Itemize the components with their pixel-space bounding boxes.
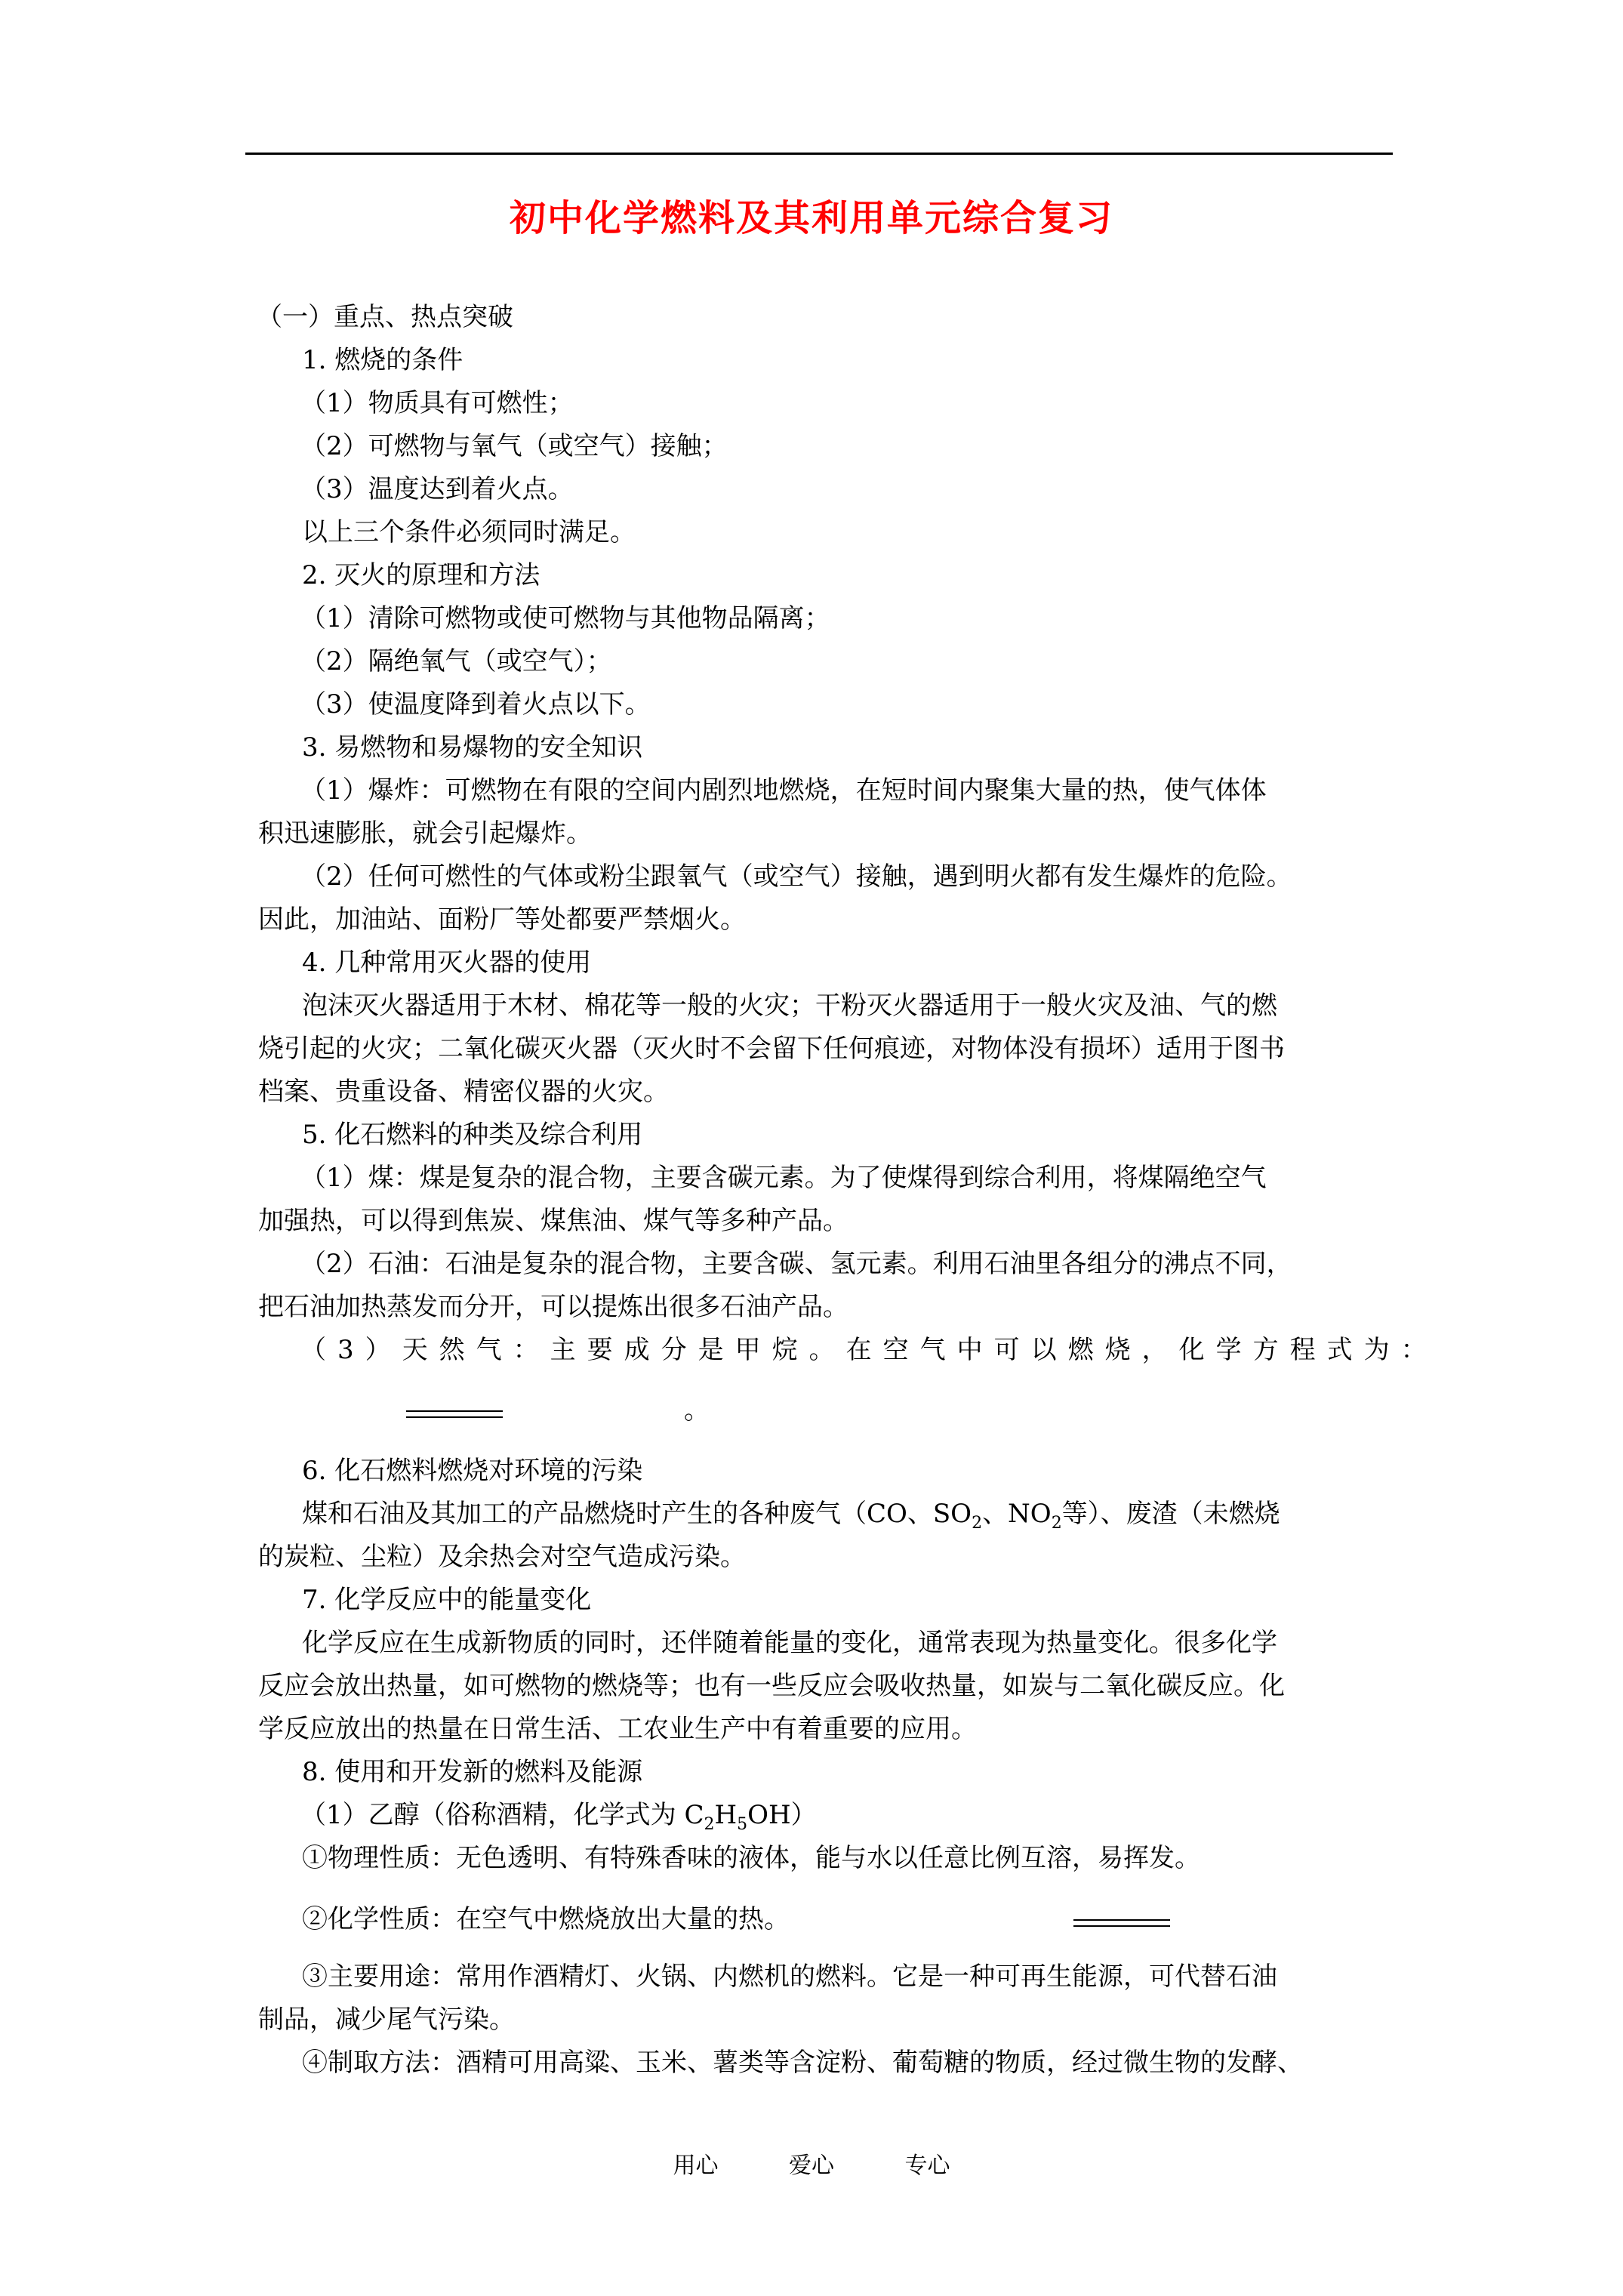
text-line: （1）清除可燃物或使可燃物与其他物品隔离； bbox=[300, 603, 830, 633]
text-line: （3）天然气：主要成分是甲烷。在空气中可以燃烧，化学方程式为： bbox=[300, 1335, 1438, 1365]
text-line: （1）物质具有可燃性； bbox=[300, 388, 574, 418]
text-span: 煤和石油及其加工的产品燃烧时产生的各种废气（CO、SO bbox=[302, 1499, 972, 1529]
text-line: （3）温度达到着火点。 bbox=[300, 474, 574, 504]
text-line: 档案、贵重设备、精密仪器的火灾。 bbox=[258, 1077, 669, 1107]
heading-7: 7. 化学反应中的能量变化 bbox=[302, 1585, 592, 1615]
subscript: 2 bbox=[704, 1814, 715, 1834]
text-line: 积迅速膨胀，就会引起爆炸。 bbox=[258, 818, 592, 849]
text-line: （2）任何可燃性的气体或粉尘跟氧气（或空气）接触，遇到明火都有发生爆炸的危险。 bbox=[300, 861, 1292, 892]
text-line: 。 bbox=[684, 1395, 710, 1425]
subscript: 5 bbox=[737, 1814, 748, 1834]
text-line: 学反应放出的热量在日常生活、工农业生产中有着重要的应用。 bbox=[258, 1714, 977, 1744]
text-line: （2）石油：石油是复杂的混合物，主要含碳、氢元素。利用石油里各组分的沸点不同， bbox=[300, 1249, 1292, 1279]
text-line: （1）煤：煤是复杂的混合物，主要含碳元素。为了使煤得到综合利用，将煤隔绝空气 bbox=[300, 1163, 1267, 1193]
text-line: （3）使温度降到着火点以下。 bbox=[300, 689, 651, 720]
text-line: 加强热，可以得到焦炭、煤焦油、煤气等多种产品。 bbox=[258, 1206, 848, 1236]
text-line: 烧引起的火灾；二氧化碳灭火器（灭火时不会留下任何痕迹，对物体没有损坏）适用于图书 bbox=[258, 1034, 1285, 1064]
footer-word: 爱心 bbox=[789, 2153, 834, 2179]
text-line: 化学反应在生成新物质的同时，还伴随着能量的变化，通常表现为热量变化。很多化学 bbox=[302, 1628, 1277, 1658]
text-span: （1）乙醇（俗称酒精，化学式为 C bbox=[300, 1800, 704, 1830]
text-span: H bbox=[714, 1800, 738, 1830]
section-heading: （一）重点、热点突破 bbox=[257, 302, 513, 332]
subscript: 2 bbox=[1051, 1513, 1062, 1533]
footer-word: 专心 bbox=[904, 2153, 950, 2179]
text-line: 反应会放出热量，如可燃物的燃烧等；也有一些反应会吸收热量，如炭与二氧化碳反应。化 bbox=[258, 1671, 1285, 1701]
equation-equals-sign bbox=[406, 1410, 503, 1418]
text-line: 以上三个条件必须同时满足。 bbox=[302, 517, 636, 547]
page-footer bbox=[0, 2147, 1623, 2180]
page-title: 初中化学燃料及其利用单元综合复习 bbox=[509, 197, 1113, 239]
text-line: ③主要用途：常用作酒精灯、火锅、内燃机的燃料。它是一种可再生能源，可代替石油 bbox=[302, 1962, 1277, 1992]
text-line: 因此，加油站、面粉厂等处都要严禁烟火。 bbox=[258, 905, 746, 935]
text-line: ①物理性质：无色透明、有特殊香味的液体，能与水以任意比例互溶，易挥发。 bbox=[302, 1843, 1200, 1873]
heading-2: 2. 灭火的原理和方法 bbox=[302, 560, 540, 590]
text-line: 泡沫灭火器适用于木材、棉花等一般的火灾；干粉灭火器适用于一般火灾及油、气的燃 bbox=[302, 991, 1277, 1021]
text-span: 、NO bbox=[982, 1499, 1052, 1529]
heading-4: 4. 几种常用灭火器的使用 bbox=[302, 948, 592, 978]
text-line: 的炭粒、尘粒）及余热会对空气造成污染。 bbox=[258, 1542, 746, 1572]
heading-6: 6. 化石燃料燃烧对环境的污染 bbox=[302, 1456, 643, 1486]
heading-1: 1. 燃烧的条件 bbox=[302, 345, 463, 375]
heading-5: 5. 化石燃料的种类及综合利用 bbox=[302, 1120, 643, 1150]
heading-3: 3. 易燃物和易爆物的安全知识 bbox=[302, 732, 643, 763]
text-line: （2）隔绝氧气（或空气）； bbox=[300, 646, 612, 676]
text-line: （1）爆炸：可燃物在有限的空间内剧烈地燃烧，在短时间内聚集大量的热，使气体体 bbox=[300, 775, 1267, 806]
header-rule bbox=[245, 153, 1393, 155]
text-line: ②化学性质：在空气中燃烧放出大量的热。 bbox=[302, 1904, 790, 1934]
equation-equals-sign bbox=[1073, 1919, 1170, 1927]
footer-word: 用心 bbox=[673, 2153, 719, 2179]
text-span: OH） bbox=[747, 1800, 817, 1830]
text-line bbox=[300, 1798, 817, 1841]
text-line bbox=[302, 1497, 1280, 1540]
text-line: ④制取方法：酒精可用高粱、玉米、薯类等含淀粉、葡萄糖的物质，经过微生物的发酵、 bbox=[302, 2048, 1303, 2078]
text-line: （2）可燃物与氧气（或空气）接触； bbox=[300, 431, 728, 461]
text-line: 把石油加热蒸发而分开，可以提炼出很多石油产品。 bbox=[258, 1292, 848, 1322]
heading-8: 8. 使用和开发新的燃料及能源 bbox=[302, 1757, 643, 1787]
subscript: 2 bbox=[972, 1513, 983, 1533]
text-line: 制品，减少尾气污染。 bbox=[258, 2005, 515, 2035]
text-span: 等）、废渣（未燃烧 bbox=[1061, 1499, 1280, 1529]
